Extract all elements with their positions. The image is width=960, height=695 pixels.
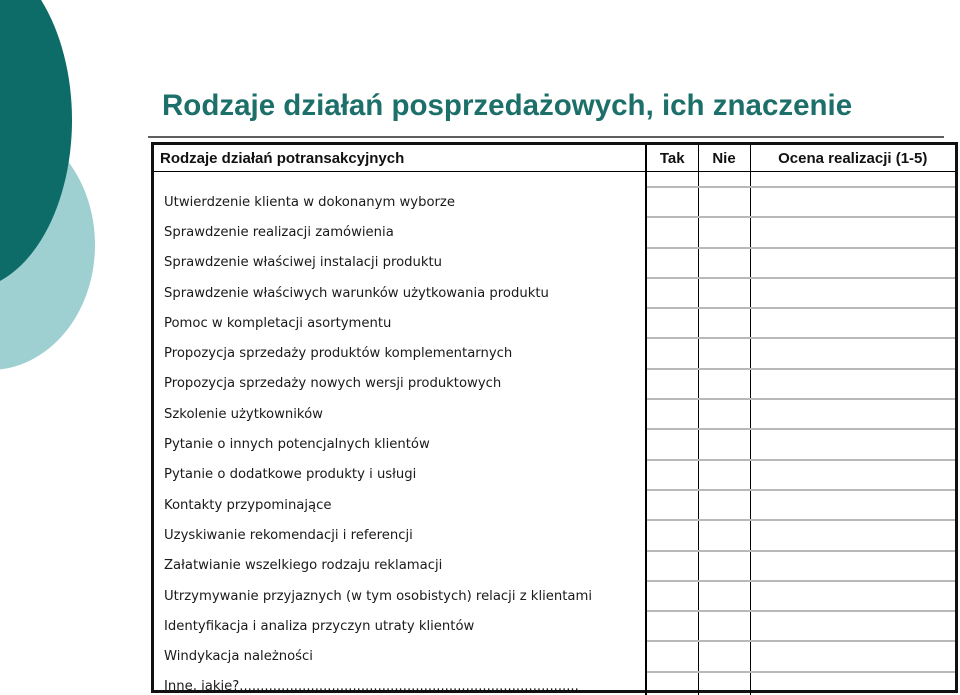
rating-cell[interactable] (750, 399, 955, 429)
rating-cell[interactable] (750, 672, 955, 695)
yes-cell[interactable] (646, 338, 698, 368)
no-cell[interactable] (698, 490, 750, 520)
title-divider (148, 136, 944, 138)
activity-label: Identyfikacja i analiza przyczyn utraty klientów (164, 618, 475, 634)
yes-cell[interactable] (646, 641, 698, 671)
yes-cell[interactable] (646, 217, 698, 247)
activity-label: Pytanie o innych potencjalnych klientów (164, 437, 430, 453)
header-activity: Rodzaje działań potransakcyjnych (154, 145, 646, 172)
yes-cell[interactable] (646, 187, 698, 217)
no-cell[interactable] (698, 429, 750, 459)
yes-cell[interactable] (646, 490, 698, 520)
no-cell[interactable] (698, 217, 750, 247)
table-row (154, 248, 955, 278)
activity-label: Propozycja sprzedaży nowych wersji produktowych (164, 376, 502, 392)
rating-cell[interactable] (750, 520, 955, 550)
no-cell[interactable] (698, 248, 750, 278)
no-cell[interactable] (698, 338, 750, 368)
no-cell[interactable] (698, 611, 750, 641)
no-cell[interactable] (698, 308, 750, 338)
no-cell[interactable] (698, 520, 750, 550)
yes-cell[interactable] (646, 399, 698, 429)
activity-label: Windykacja należności (164, 649, 313, 665)
activity-label: Załatwianie wszelkiego rodzaju reklamacji (164, 558, 443, 574)
yes-cell[interactable] (646, 308, 698, 338)
header-no: Nie (698, 145, 750, 172)
header-rating: Ocena realizacji (1-5) (750, 145, 955, 172)
activity-label: Szkolenie użytkowników (164, 406, 323, 422)
rating-cell[interactable] (750, 490, 955, 520)
no-cell[interactable] (698, 460, 750, 490)
activity-label: Pytanie o dodatkowe produkty i usługi (164, 467, 417, 483)
table-row (154, 429, 955, 459)
rating-cell[interactable] (750, 581, 955, 611)
table-row (154, 611, 955, 641)
table-row (154, 520, 955, 550)
rating-cell[interactable] (750, 187, 955, 217)
table-row (154, 187, 955, 217)
no-cell[interactable] (698, 187, 750, 217)
slide-title: Rodzaje działań posprzedażowych, ich znaczenie (162, 89, 853, 122)
rating-cell[interactable] (750, 460, 955, 490)
rating-cell[interactable] (750, 611, 955, 641)
table-row (154, 672, 955, 695)
yes-cell[interactable] (646, 551, 698, 581)
yes-cell[interactable] (646, 248, 698, 278)
activity-label: Utrzymywanie przyjaznych (w tym osobistych) relacji z klientami (164, 588, 593, 604)
activity-label: Utwierdzenie klienta w dokonanym wyborze (164, 194, 455, 210)
activity-label: Sprawdzenie właściwej instalacji produktu (164, 255, 443, 271)
no-cell[interactable] (698, 581, 750, 611)
no-cell[interactable] (698, 369, 750, 399)
table-row (154, 338, 955, 368)
table-row (154, 581, 955, 611)
activity-label: Inne, jakie?................................................................................. (164, 678, 579, 694)
activity-label: Pomoc w kompletacji asortymentu (164, 315, 392, 331)
no-cell[interactable] (698, 278, 750, 308)
table-row (154, 217, 955, 247)
yes-cell[interactable] (646, 278, 698, 308)
table-row (154, 369, 955, 399)
activity-label: Kontakty przypominające (164, 497, 332, 513)
rating-cell[interactable] (750, 217, 955, 247)
yes-cell[interactable] (646, 581, 698, 611)
rating-cell[interactable] (750, 641, 955, 671)
rating-cell[interactable] (750, 278, 955, 308)
table-row (154, 308, 955, 338)
rating-cell[interactable] (750, 248, 955, 278)
yes-cell[interactable] (646, 429, 698, 459)
rating-cell[interactable] (750, 551, 955, 581)
activity-label: Sprawdzenie realizacji zamówienia (164, 224, 394, 240)
rating-cell[interactable] (750, 308, 955, 338)
yes-cell[interactable] (646, 520, 698, 550)
yes-cell[interactable] (646, 460, 698, 490)
no-cell[interactable] (698, 672, 750, 695)
activity-label: Sprawdzenie właściwych warunków użytkowania produktu (164, 285, 549, 301)
table-row (154, 460, 955, 490)
header-row (154, 145, 955, 172)
table-row (154, 551, 955, 581)
table-row (154, 490, 955, 520)
spacer-row (154, 172, 955, 188)
activity-label: Propozycja sprzedaży produktów komplementarnych (164, 346, 513, 362)
table-row (154, 278, 955, 308)
no-cell[interactable] (698, 551, 750, 581)
rating-cell[interactable] (750, 369, 955, 399)
no-cell[interactable] (698, 641, 750, 671)
yes-cell[interactable] (646, 369, 698, 399)
table-row (154, 399, 955, 429)
header-yes: Tak (646, 145, 698, 172)
no-cell[interactable] (698, 399, 750, 429)
activity-label: Uzyskiwanie rekomendacji i referencji (164, 527, 413, 543)
table-row (154, 641, 955, 671)
activities-table (151, 142, 958, 693)
rating-cell[interactable] (750, 429, 955, 459)
activities-table-grid (154, 145, 955, 695)
yes-cell[interactable] (646, 611, 698, 641)
rating-cell[interactable] (750, 338, 955, 368)
yes-cell[interactable] (646, 672, 698, 695)
